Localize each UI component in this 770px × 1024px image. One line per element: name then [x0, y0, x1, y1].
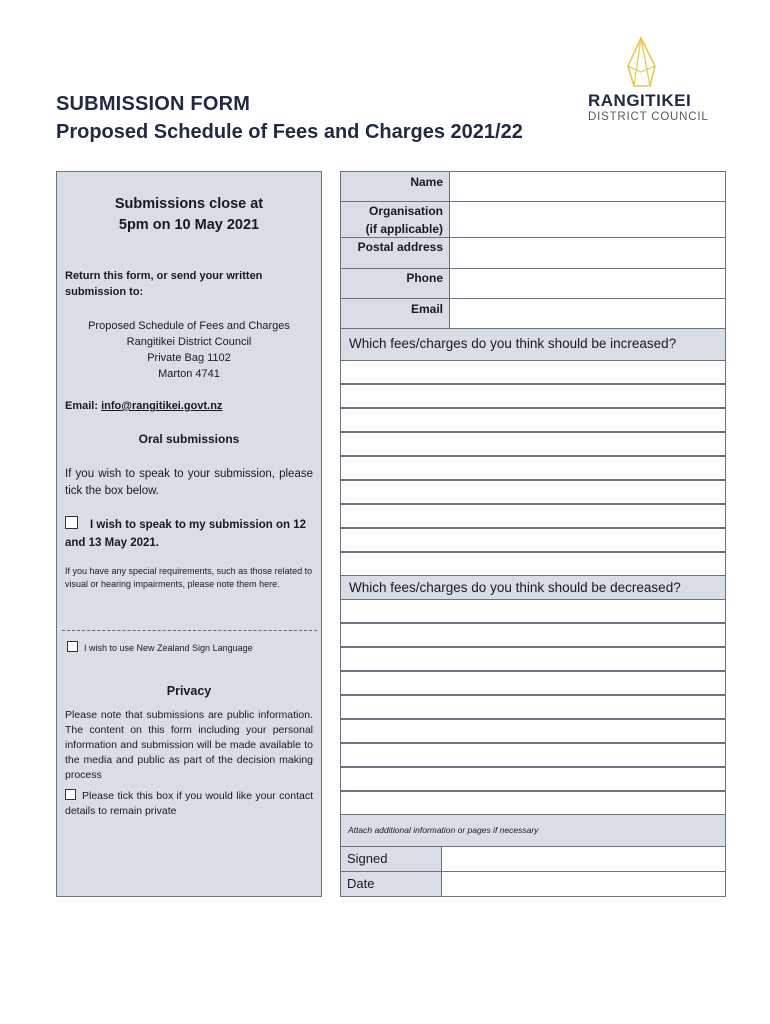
name-label: Name [340, 171, 450, 202]
address-line: Private Bag 1102 [147, 352, 231, 364]
privacy-heading: Privacy [166, 684, 212, 698]
increase-answer-line[interactable] [340, 432, 726, 456]
organisation-label [340, 201, 450, 238]
speak-checkbox[interactable] [65, 516, 78, 529]
decrease-question: Which fees/charges do you think should be decreased? [340, 575, 726, 600]
council-logo [588, 36, 718, 126]
contact-email [65, 398, 222, 414]
speak-instructions: If you wish to speak to your submission, please tick the box below. [65, 468, 313, 497]
organisation-field[interactable] [449, 201, 726, 238]
decrease-answer-line[interactable] [340, 791, 726, 815]
privacy-text: Please note that submissions are public information. The content on this form including your personal information and submission will be made available to the media and public as part of the decision making process [65, 709, 313, 781]
logo-name: RANGITIKEI [588, 91, 692, 110]
attach-note: Attach additional information or pages if necessary [340, 814, 726, 847]
email-field[interactable] [449, 298, 726, 329]
nzsl-checkbox[interactable] [67, 641, 78, 652]
info-panel [56, 171, 322, 897]
private-checkbox[interactable] [65, 789, 76, 800]
email-field-label: Email [340, 298, 450, 329]
date-field[interactable] [441, 871, 726, 897]
email-row [340, 298, 726, 329]
logo-subtitle: DISTRICT COUNCIL [588, 111, 709, 123]
nzsl-checkbox-row [67, 640, 253, 656]
postal-address-label: Postal address [340, 237, 450, 269]
decrease-answer-line[interactable] [340, 767, 726, 791]
increase-answer-line[interactable] [340, 552, 726, 576]
date-label: Date [340, 871, 442, 897]
phone-field[interactable] [449, 268, 726, 299]
organisation-label-line-1: Organisation [368, 204, 443, 218]
postal-address-block [57, 318, 321, 382]
decrease-answer-line[interactable] [340, 623, 726, 647]
nzsl-checkbox-label: I wish to use New Zealand Sign Language [84, 643, 253, 653]
phone-row [340, 268, 726, 299]
decrease-answer-line[interactable] [340, 671, 726, 695]
increase-answer-line[interactable] [340, 360, 726, 384]
increase-answer-line[interactable] [340, 504, 726, 528]
increase-answer-line[interactable] [340, 528, 726, 552]
speak-checkbox-row [65, 516, 313, 552]
closing-line-2: 5pm on 10 May 2021 [118, 217, 260, 233]
closing-notice [57, 194, 321, 236]
closing-line-1: Submissions close at [114, 196, 264, 212]
page-header [56, 90, 523, 146]
email-link[interactable]: info@rangitikei.govt.nz [101, 400, 223, 412]
name-field[interactable] [449, 171, 726, 202]
decrease-answer-line[interactable] [340, 719, 726, 743]
special-requirements-text: If you have any special requirements, such as those related to visual or hearing impairments, please note them here. [65, 566, 313, 589]
oral-submissions-heading: Oral submissions [138, 432, 240, 446]
organisation-row [340, 201, 726, 238]
phone-label: Phone [340, 268, 450, 299]
increase-answer-line[interactable] [340, 456, 726, 480]
organisation-label-line-2: (if applicable) [365, 222, 443, 236]
divider [62, 630, 317, 631]
email-label: Email: [65, 400, 99, 412]
increase-answer-line[interactable] [340, 384, 726, 408]
address-line: Marton 4741 [158, 368, 220, 380]
address-line: Rangitikei District Council [126, 336, 252, 348]
crystal-mark-icon [624, 36, 658, 90]
return-instructions: Return this form, or send your written submission to: [65, 270, 263, 298]
increase-answer-line[interactable] [340, 408, 726, 432]
private-checkbox-row [65, 789, 313, 819]
postal-address-row [340, 237, 726, 269]
name-row [340, 171, 726, 202]
address-line: Proposed Schedule of Fees and Charges [88, 320, 290, 332]
decrease-answer-line[interactable] [340, 647, 726, 671]
private-checkbox-label: Please tick this box if you would like your contact details to remain private [65, 790, 313, 817]
postal-address-field[interactable] [449, 237, 726, 269]
speak-checkbox-label: I wish to speak to my submission on 12 and 13 May 2021. [65, 519, 306, 549]
decrease-answer-line[interactable] [340, 743, 726, 767]
decrease-answer-line[interactable] [340, 599, 726, 623]
increase-question: Which fees/charges do you think should be increased? [340, 328, 726, 361]
increase-answer-line[interactable] [340, 480, 726, 504]
decrease-answer-line[interactable] [340, 695, 726, 719]
form-subtitle: Proposed Schedule of Fees and Charges 2021/22 [56, 121, 523, 143]
signed-label: Signed [340, 846, 442, 872]
signature-field[interactable] [441, 846, 726, 872]
form-title: SUBMISSION FORM [56, 93, 251, 115]
